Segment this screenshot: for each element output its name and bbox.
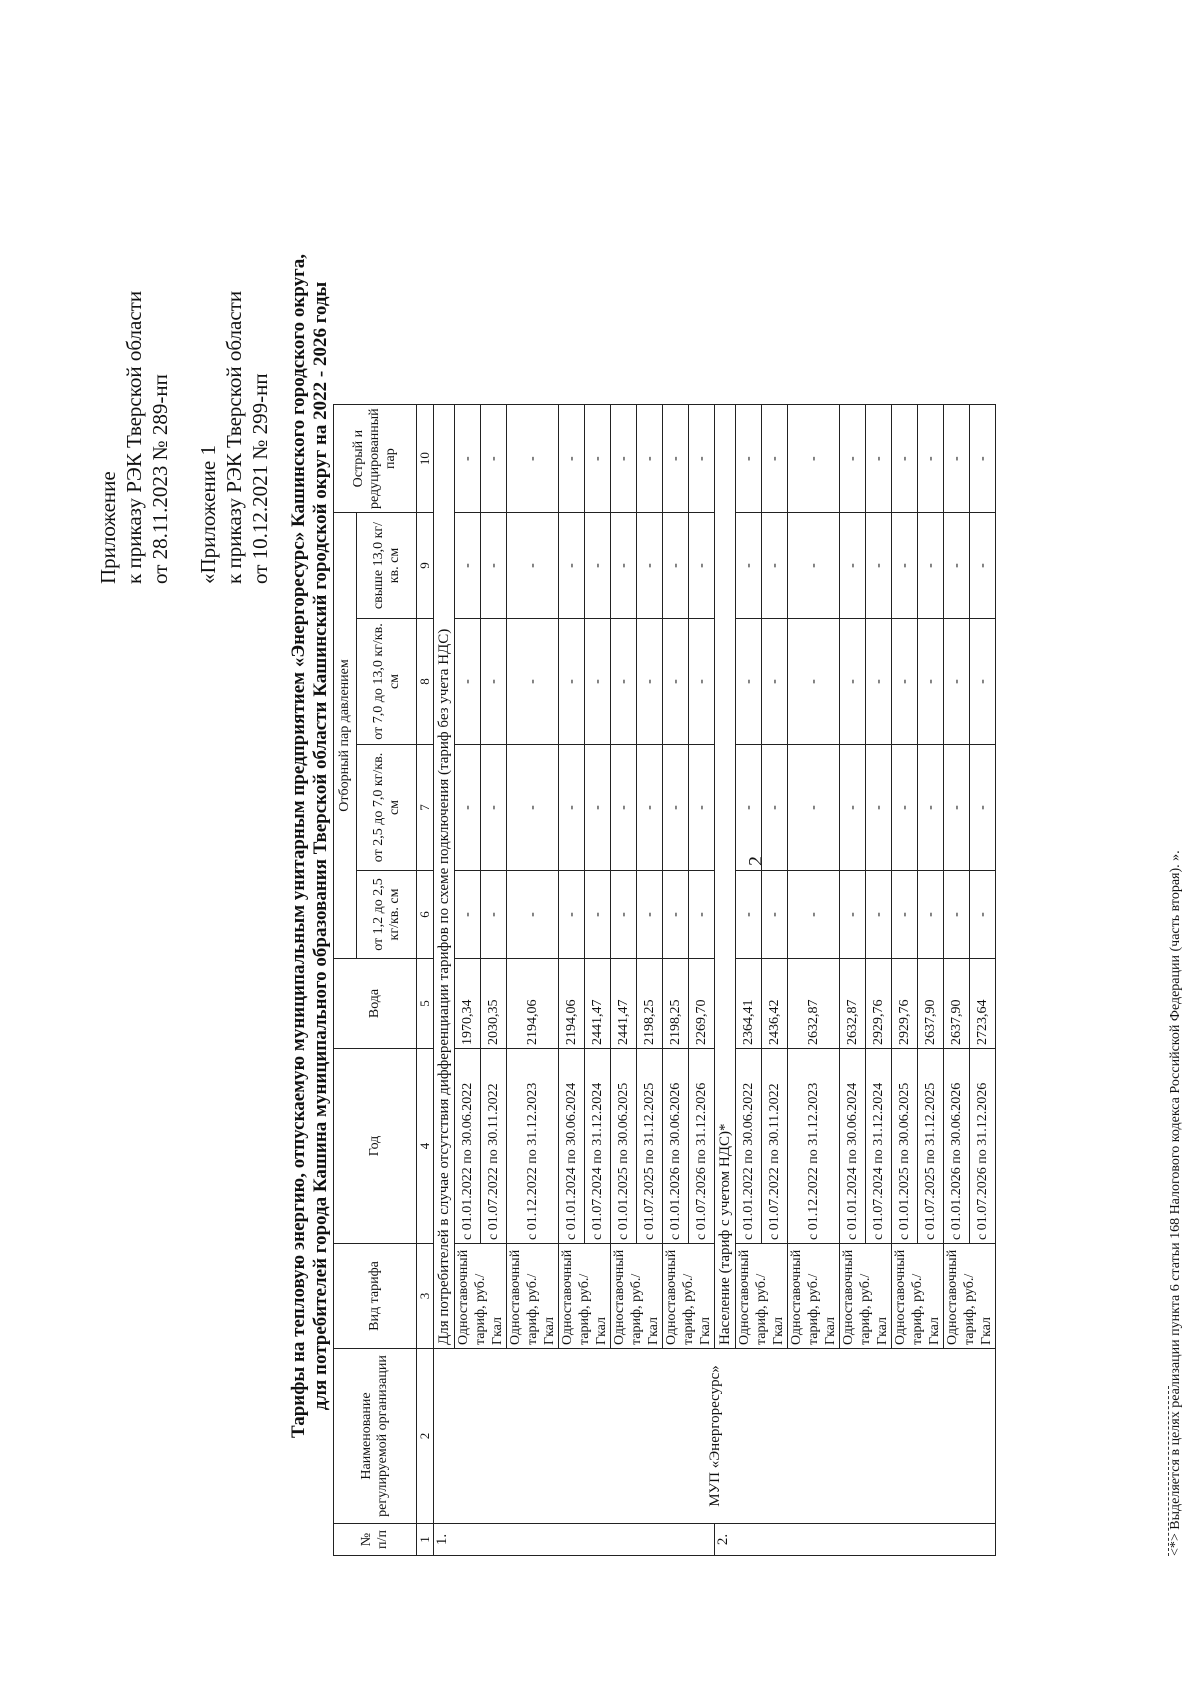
empty-value: -	[788, 745, 840, 871]
water-value: 2929,76	[892, 959, 918, 1049]
column-number: 6	[417, 871, 434, 959]
empty-value: -	[689, 871, 715, 959]
empty-value: -	[918, 513, 944, 619]
empty-value: -	[455, 871, 481, 959]
tariff-kind: Одноставочный тариф, руб./Гкал	[945, 1249, 994, 1345]
period-cell: с 01.12.2022 по 31.12.2023	[507, 1049, 559, 1244]
empty-value: -	[507, 745, 559, 871]
empty-value: -	[840, 619, 866, 745]
empty-value: -	[970, 871, 996, 959]
col-header-sharp-steam: Острый и редуцированный пар	[334, 405, 417, 513]
water-value: 2723,64	[970, 959, 996, 1049]
tariff-kind: Одноставочный тариф, руб./Гкал	[508, 1249, 557, 1345]
tariff-kind-cell	[944, 1244, 996, 1349]
tariff-kind: Одноставочный тариф, руб./Гкал	[664, 1249, 713, 1345]
empty-value: -	[892, 405, 918, 513]
tariff-kind-cell	[892, 1244, 944, 1349]
empty-value: -	[840, 745, 866, 871]
empty-value: -	[559, 619, 585, 745]
col-header-water: Вода	[334, 959, 417, 1049]
period-cell: с 01.01.2026 по 30.06.2026	[944, 1049, 970, 1244]
empty-value: -	[970, 405, 996, 513]
water-value: 2441,47	[611, 959, 637, 1049]
water-value: 2637,90	[944, 959, 970, 1049]
period-cell: с 01.01.2022 по 30.06.2022	[455, 1049, 481, 1244]
empty-value: -	[559, 405, 585, 513]
period-cell: с 01.01.2025 по 30.06.2025	[611, 1049, 637, 1244]
period-cell: с 01.01.2026 по 30.06.2026	[663, 1049, 689, 1244]
table-body	[417, 405, 996, 1556]
empty-value: -	[970, 745, 996, 871]
title-line-2: для потребителей города Кашина муниципального образования Тверской области Кашинский городской округ на 2022 - 2026 годы	[310, 281, 331, 1411]
empty-value: -	[866, 871, 892, 959]
header-spacer	[173, 291, 195, 584]
empty-value: -	[689, 513, 715, 619]
tariff-kind-cell	[611, 1244, 663, 1349]
empty-value: -	[481, 405, 507, 513]
tariff-kind: Одноставочный тариф, руб./Гкал	[737, 1249, 786, 1345]
section-title: Население (тариф с учетом НДС)*	[715, 405, 736, 1349]
tariff-kind-cell	[736, 1244, 788, 1349]
empty-value: -	[611, 745, 637, 871]
period-cell: с 01.01.2022 по 30.06.2022	[736, 1049, 762, 1244]
tariff-kind: Одноставочный тариф, руб./Гкал	[893, 1249, 942, 1345]
column-number: 4	[417, 1049, 434, 1244]
period-cell: с 01.01.2024 по 30.06.2024	[840, 1049, 866, 1244]
header-line: «Приложение 1	[196, 445, 220, 584]
empty-value: -	[736, 745, 762, 871]
column-number: 9	[417, 513, 434, 619]
header-line: Приложение	[96, 471, 120, 584]
col-header-kind: Вид тарифа	[334, 1244, 417, 1349]
empty-value: -	[944, 405, 970, 513]
empty-value: -	[892, 745, 918, 871]
empty-value: -	[585, 745, 611, 871]
col-header-pressure-2: от 2,5 до 7,0 кг/кв. см	[357, 745, 417, 871]
empty-value: -	[918, 871, 944, 959]
water-value: 1970,34	[455, 959, 481, 1049]
empty-value: -	[736, 405, 762, 513]
empty-value: -	[918, 619, 944, 745]
empty-value: -	[481, 871, 507, 959]
empty-value: -	[788, 871, 840, 959]
water-value: 2030,35	[481, 959, 507, 1049]
empty-value: -	[736, 513, 762, 619]
water-value: 2637,90	[918, 959, 944, 1049]
period-cell: с 01.07.2022 по 30.11.2022	[481, 1049, 507, 1244]
tariff-kind: Одноставочный тариф, руб./Гкал	[456, 1249, 505, 1345]
column-number: 8	[417, 619, 434, 745]
tariff-kind-cell	[663, 1244, 715, 1349]
empty-value: -	[788, 619, 840, 745]
section-title: Для потребителей в случае отсутствия дифференциации тарифов по схеме подключения (тариф без учета НДС)	[434, 405, 455, 1349]
empty-value: -	[762, 871, 788, 959]
empty-value: -	[455, 513, 481, 619]
empty-value: -	[892, 513, 918, 619]
period-cell: с 01.01.2024 по 30.06.2024	[559, 1049, 585, 1244]
tariff-kind: Одноставочный тариф, руб./Гкал	[560, 1249, 609, 1345]
col-header-steam-group: Отборный пар давлением	[334, 513, 357, 959]
tariff-kind-cell	[840, 1244, 892, 1349]
empty-value: -	[736, 619, 762, 745]
empty-value: -	[892, 871, 918, 959]
period-cell: с 01.07.2026 по 31.12.2026	[689, 1049, 715, 1244]
empty-value: -	[455, 619, 481, 745]
header-line: от 10.12.2021 № 299-нп	[248, 373, 272, 584]
page-number: 2	[745, 856, 767, 866]
period-cell: с 01.07.2024 по 31.12.2024	[866, 1049, 892, 1244]
period-cell: с 01.07.2022 по 30.11.2022	[762, 1049, 788, 1244]
document-title	[288, 196, 332, 1496]
water-value: 2929,76	[866, 959, 892, 1049]
empty-value: -	[840, 405, 866, 513]
section-row	[434, 405, 455, 1556]
empty-value: -	[637, 745, 663, 871]
tariff-kind: Одноставочный тариф, руб./Гкал	[841, 1249, 890, 1345]
empty-value: -	[762, 745, 788, 871]
empty-value: -	[611, 405, 637, 513]
period-cell: с 01.07.2026 по 31.12.2026	[970, 1049, 996, 1244]
tariff-kind: Одноставочный тариф, руб./Гкал	[612, 1249, 661, 1345]
water-value: 2436,42	[762, 959, 788, 1049]
empty-value: -	[507, 405, 559, 513]
empty-value: -	[507, 871, 559, 959]
empty-value: -	[892, 619, 918, 745]
empty-value: -	[481, 513, 507, 619]
empty-value: -	[637, 405, 663, 513]
empty-value: -	[663, 871, 689, 959]
col-header-pressure-3: от 7,0 до 13,0 кг/кв. см	[357, 619, 417, 745]
col-header-org: Наименование регулируемой организации	[334, 1349, 417, 1524]
empty-value: -	[944, 745, 970, 871]
tariff-kind-cell	[455, 1244, 507, 1349]
period-cell: с 01.12.2022 по 31.12.2023	[788, 1049, 840, 1244]
empty-value: -	[637, 513, 663, 619]
header-row-1	[334, 405, 357, 1556]
water-value: 2441,47	[585, 959, 611, 1049]
empty-value: -	[637, 871, 663, 959]
header-line: к приказу РЭК Тверской области	[222, 290, 246, 584]
col-header-pressure-1: от 1,2 до 2,5 кг/кв. см	[357, 871, 417, 959]
header-line: от 28.11.2023 № 289-нп	[148, 374, 172, 584]
empty-value: -	[918, 405, 944, 513]
empty-value: -	[637, 619, 663, 745]
water-value: 2364,41	[736, 959, 762, 1049]
empty-value: -	[689, 745, 715, 871]
empty-value: -	[944, 619, 970, 745]
col-header-pressure-4: свыше 13,0 кг/кв. см	[357, 513, 417, 619]
empty-value: -	[866, 513, 892, 619]
empty-value: -	[866, 745, 892, 871]
empty-value: -	[788, 405, 840, 513]
empty-value: -	[507, 513, 559, 619]
col-header-num: № п/п	[334, 1524, 417, 1556]
empty-value: -	[866, 619, 892, 745]
empty-value: -	[762, 619, 788, 745]
empty-value: -	[970, 619, 996, 745]
empty-value: -	[585, 513, 611, 619]
period-cell: с 01.01.2025 по 30.06.2025	[892, 1049, 918, 1244]
empty-value: -	[559, 871, 585, 959]
tariff-table	[333, 404, 996, 1556]
section-number: 1.	[434, 1524, 715, 1556]
water-value: 2632,87	[840, 959, 866, 1049]
org-name	[434, 1349, 996, 1524]
empty-value: -	[507, 619, 559, 745]
empty-value: -	[762, 405, 788, 513]
column-number: 2	[417, 1349, 434, 1524]
empty-value: -	[970, 513, 996, 619]
empty-value: -	[663, 405, 689, 513]
empty-value: -	[918, 745, 944, 871]
empty-value: -	[840, 513, 866, 619]
water-value: 2198,25	[637, 959, 663, 1049]
water-value: 2632,87	[788, 959, 840, 1049]
tariff-kind: Одноставочный тариф, руб./Гкал	[789, 1249, 838, 1345]
tariff-kind-cell	[507, 1244, 559, 1349]
empty-value: -	[611, 871, 637, 959]
section-number: 2.	[715, 1524, 996, 1556]
empty-value: -	[663, 619, 689, 745]
empty-value: -	[762, 513, 788, 619]
empty-value: -	[663, 513, 689, 619]
period-cell: с 01.07.2024 по 31.12.2024	[585, 1049, 611, 1244]
water-value: 2194,06	[507, 959, 559, 1049]
org-name-text: МУП «Энергоресурс»	[706, 1365, 723, 1507]
footnote: <*> Выделяется в целях реализации пункта 6 статьи 168 Налогового кодекса Российской Федерации (часть вторая). ».	[1168, 850, 1183, 1556]
empty-value: -	[585, 871, 611, 959]
empty-value: -	[559, 513, 585, 619]
water-value: 2269,70	[689, 959, 715, 1049]
empty-value: -	[481, 745, 507, 871]
column-number: 7	[417, 745, 434, 871]
empty-value: -	[559, 745, 585, 871]
column-number: 10	[417, 405, 434, 513]
empty-value: -	[585, 619, 611, 745]
column-number: 5	[417, 959, 434, 1049]
column-number: 1	[417, 1524, 434, 1556]
title-line-1: Тарифы на тепловую энергию, отпускаемую муниципальным унитарным предприятием «Энергоресурс» Кашинского городского округа,	[288, 254, 309, 1438]
period-cell: с 01.07.2025 по 31.12.2025	[918, 1049, 944, 1244]
empty-value: -	[840, 871, 866, 959]
column-number-row	[417, 405, 434, 1556]
water-value: 2198,25	[663, 959, 689, 1049]
empty-value: -	[611, 513, 637, 619]
tariff-kind-cell	[559, 1244, 611, 1349]
header-line: к приказу РЭК Тверской области	[122, 290, 146, 584]
water-value: 2194,06	[559, 959, 585, 1049]
empty-value: -	[663, 745, 689, 871]
empty-value: -	[944, 871, 970, 959]
empty-value: -	[689, 619, 715, 745]
col-header-year: Год	[334, 1049, 417, 1244]
empty-value: -	[455, 405, 481, 513]
empty-value: -	[689, 405, 715, 513]
empty-value: -	[736, 871, 762, 959]
empty-value: -	[866, 405, 892, 513]
empty-value: -	[481, 619, 507, 745]
empty-value: -	[585, 405, 611, 513]
period-cell: с 01.07.2025 по 31.12.2025	[637, 1049, 663, 1244]
tariff-kind-cell	[788, 1244, 840, 1349]
empty-value: -	[611, 619, 637, 745]
empty-value: -	[455, 745, 481, 871]
empty-value: -	[788, 513, 840, 619]
header-block	[95, 291, 273, 584]
empty-value: -	[944, 513, 970, 619]
column-number: 3	[417, 1244, 434, 1349]
